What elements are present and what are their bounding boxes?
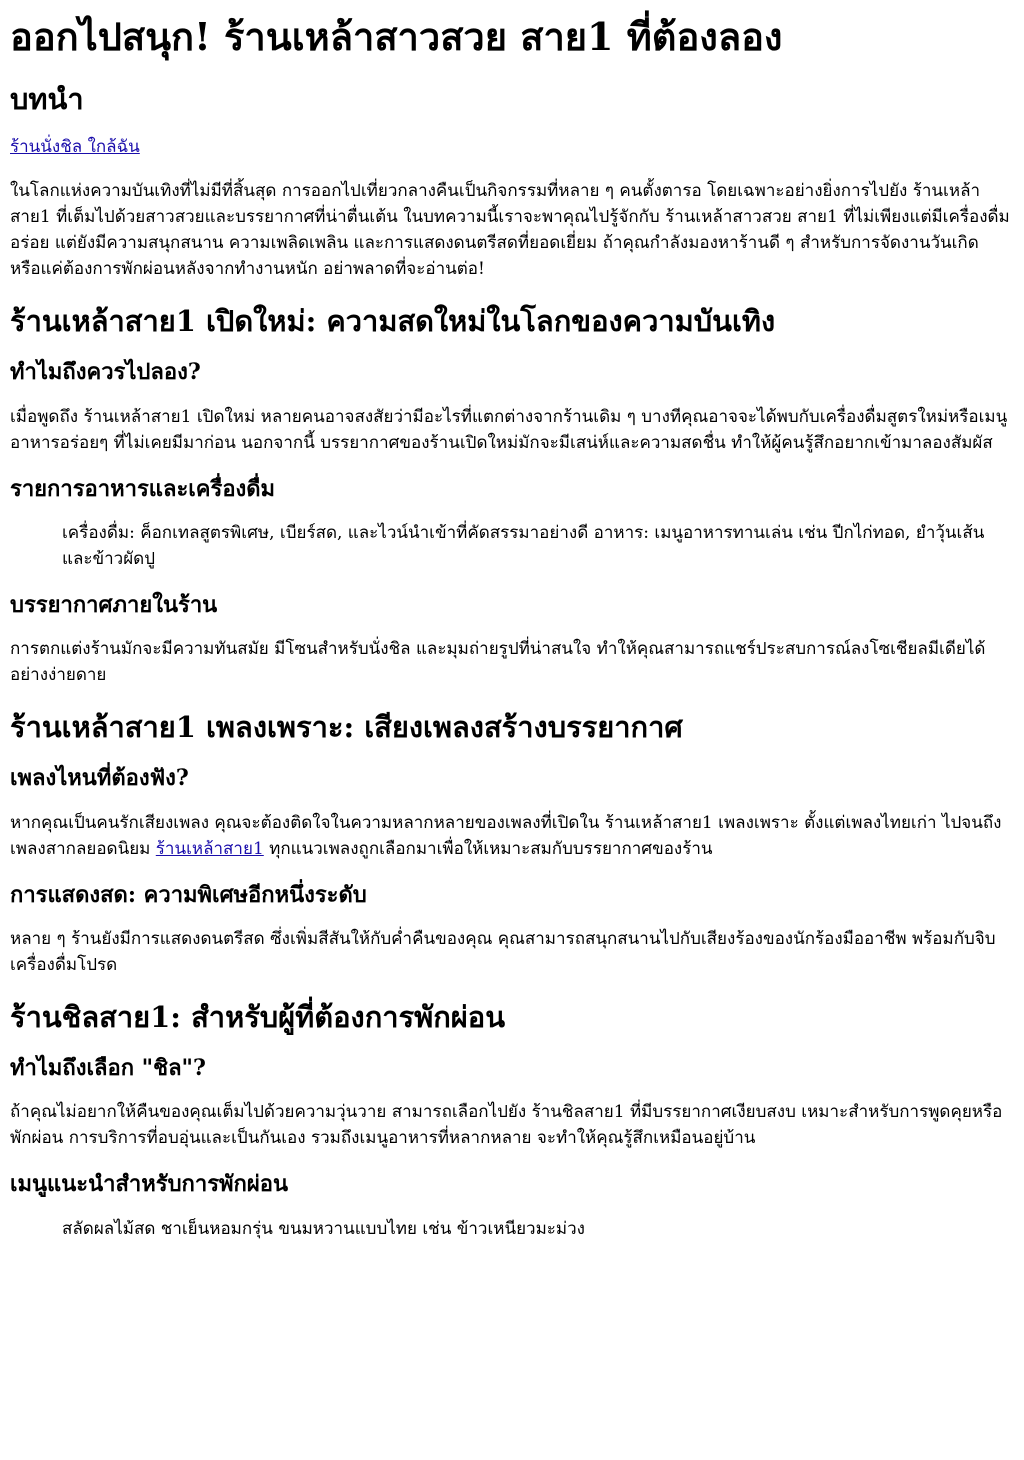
atmosphere-heading: บรรยากาศภายในร้าน <box>10 591 218 618</box>
live-show-paragraph: หลาย ๆ ร้านยังมีการแสดงดนตรีสด ซึ่งเพิ่มสีสันให้กับค่ำคืนของคุณ คุณสามารถสนุกสนานไปกับเสียงร้องของนักร้องมืออาชีพ พร้อมกับจิบเครื่องดื่มโปรด <box>10 928 996 975</box>
why-try-paragraph: เมื่อพูดถึง ร้านเหล้าสาย1 เปิดใหม่ หลายคนอาจสงสัยว่ามีอะไรที่แตกต่างจากร้านเดิม ๆ บางทีคุณอาจจะได้พบกับเครื่องดื่มสูตรใหม่หรือเมนูอาหารอร่อยๆ ที่ไม่เคยมีมาก่อน นอกจากนี้ บรรยากาศของร้านเปิดใหม่มักจะมีเสน่ห์และความสดชื่น ทำให้ผู้คนรู้สึกอยากเข้ามาลองสัมผัส <box>10 406 1008 453</box>
intro-paragraph: ในโลกแห่งความบันเทิงที่ไม่มีที่สิ้นสุด การออกไปเที่ยวกลางคืนเป็นกิจกรรมที่หลาย ๆ คนตั้งตารอ โดยเฉพาะอย่างยิ่งการไปยัง ร้านเหล้าสาย1 ที่เต็มไปด้วยสาวสวยและบรรยากาศที่น่าตื่นเต้น ในบทความนี้เราจะพาคุณไปรู้จักกับ ร้านเหล้าสาวสวย สาย1 ที่ไม่เพียงแต่มีเครื่องดื่มอร่อย แต่ยังมีความสนุกสนาน ความเพลิดเพลิน และการแสดงดนตรีสดที่ยอดเยี่ยม ถ้าคุณกำลังมองหาร้านดี ๆ สำหรับการจัดงานวันเกิด หรือแค่ต้องการพักผ่อนหลังจากทำงานหนัก อย่าพลาดที่จะอ่านต่อ! <box>10 181 1010 280</box>
nearby-chill-bar-link[interactable]: ร้านนั่งชิล ใกล้ฉัน <box>10 137 140 158</box>
section-music-heading: ร้านเหล้าสาย1 เพลงเพราะ: เสียงเพลงสร้างบรรยากาศ <box>10 710 683 745</box>
recommended-menu-heading: เมนูแนะนำสำหรับการพักผ่อน <box>10 1171 289 1198</box>
menu-blockquote: เครื่องดื่ม: ค็อกเทลสูตรพิเศษ, เบียร์สด, และไวน์นำเข้าที่คัดสรรมาอย่างดี อาหาร: เมนูอาหารทานเล่น เช่น ปีกไก่ทอด, ยำวุ้นเส้น และข้าวผัดปู <box>62 522 985 569</box>
songs-text-after: ทุกแนวเพลงถูกเลือกมาเพื่อให้เหมาะสมกับบรรยากาศของร้าน <box>263 838 713 859</box>
songs-text-before: หากคุณเป็นคนรักเสียงเพลง คุณจะต้องติดใจในความหลากหลายของเพลงที่เปิดใน ร้านเหล้าสาย1 เพลงเพราะ ตั้งแต่เพลงไทยเก่า ไปจนถึงเพลงสากลยอดนิยม <box>10 812 1002 859</box>
section-chill-heading: ร้านชิลสาย1: สำหรับผู้ที่ต้องการพักผ่อน <box>10 999 506 1034</box>
article-title: ออกไปสนุก! ร้านเหล้าสาวสวย สาย1 ที่ต้องลอง <box>10 14 783 59</box>
why-try-heading: ทำไมถึงควรไปลอง? <box>10 359 201 386</box>
songs-heading: เพลงไหนที่ต้องฟัง? <box>10 765 189 792</box>
intro-link-paragraph <box>10 134 1014 160</box>
bar-sai1-link[interactable]: ร้านเหล้าสาย1 <box>155 838 264 859</box>
songs-paragraph <box>10 810 1014 862</box>
why-chill-heading: ทำไมถึงเลือก "ชิล"? <box>10 1054 206 1081</box>
recommended-menu-blockquote: สลัดผลไม้สด ชาเย็นหอมกรุ่น ขนมหวานแบบไทย เช่น ข้าวเหนียวมะม่วง <box>62 1218 585 1239</box>
atmosphere-paragraph: การตกแต่งร้านมักจะมีความทันสมัย มีโซนสำหรับนั่งชิล และมุมถ่ายรูปที่น่าสนใจ ทำให้คุณสามารถแชร์ประสบการณ์ลงโซเชียลมีเดียได้อย่างง่ายดาย <box>10 639 986 686</box>
menu-heading: รายการอาหารและเครื่องดื่ม <box>10 475 276 502</box>
intro-heading: บทนำ <box>10 81 84 116</box>
why-chill-paragraph: ถ้าคุณไม่อยากให้คืนของคุณเต็มไปด้วยความวุ่นวาย สามารถเลือกไปยัง ร้านชิลสาย1 ที่มีบรรยากาศเงียบสงบ เหมาะสำหรับการพูดคุยหรือพักผ่อน การบริการที่อบอุ่นและเป็นกันเอง รวมถึงเมนูอาหารที่หลากหลาย จะทำให้คุณรู้สึกเหมือนอยู่บ้าน <box>10 1102 1003 1149</box>
section-new-bars-heading: ร้านเหล้าสาย1 เปิดใหม่: ความสดใหม่ในโลกของความบันเทิง <box>10 304 776 339</box>
live-show-heading: การแสดงสด: ความพิเศษอีกหนึ่งระดับ <box>10 881 367 908</box>
article <box>0 14 1024 1242</box>
